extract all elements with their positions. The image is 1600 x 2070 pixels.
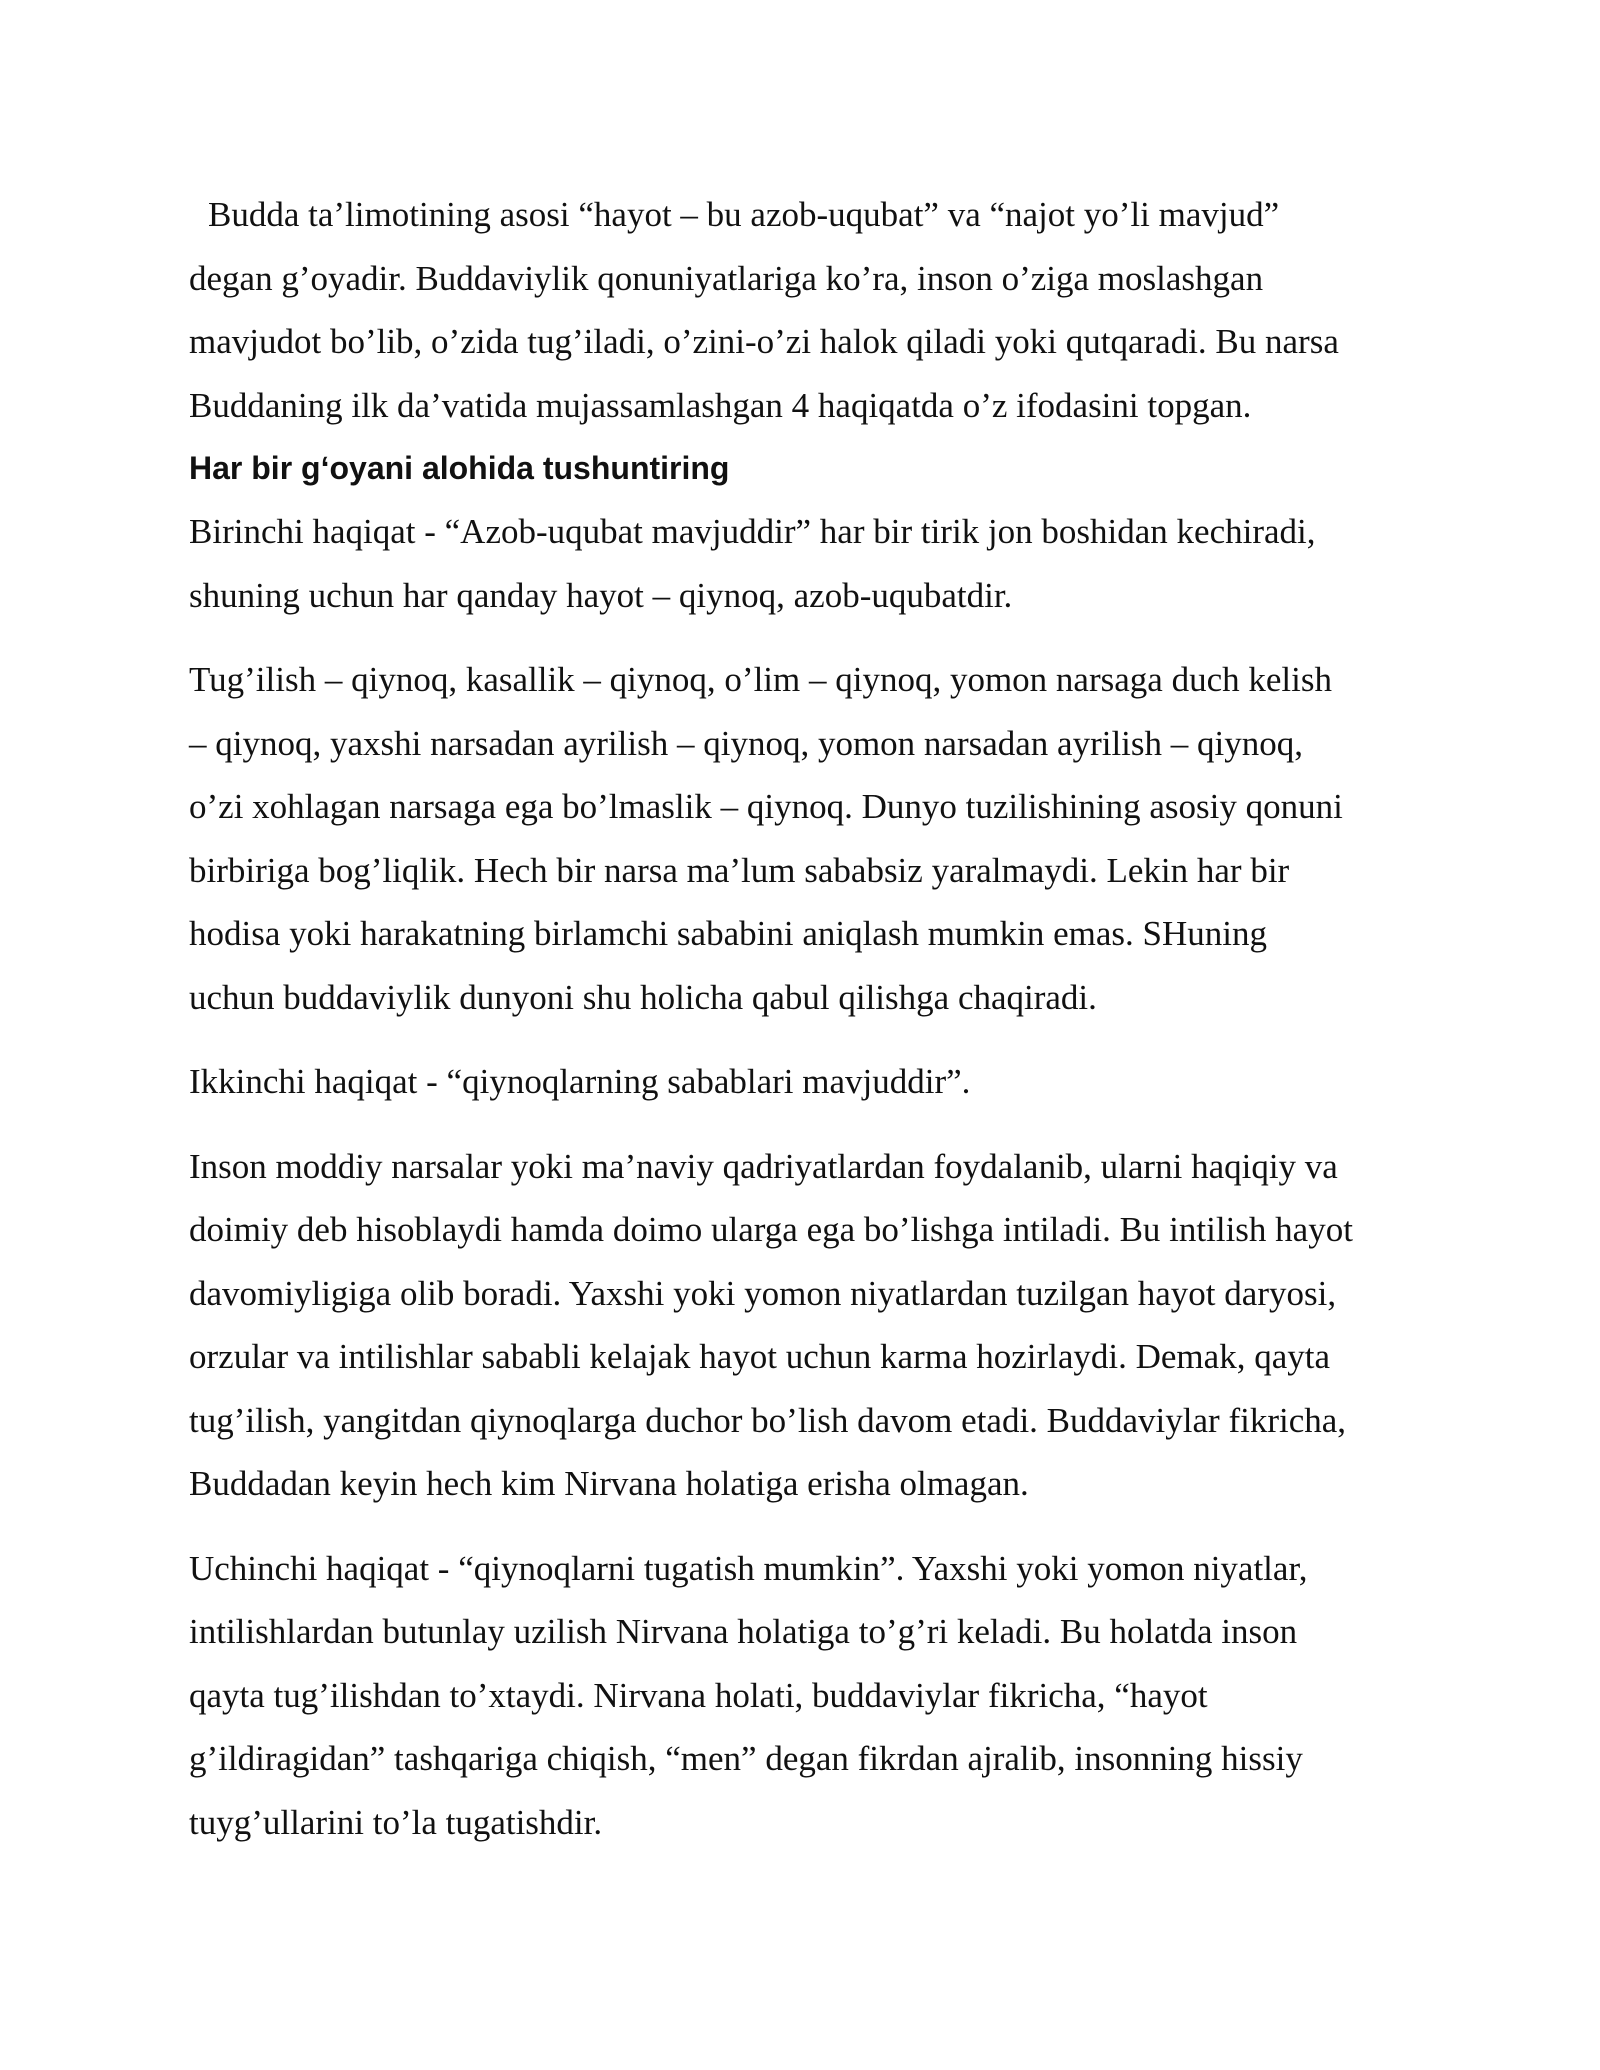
intro-paragraph: [189, 183, 1419, 437]
first-truth-detail-paragraph: [189, 648, 1419, 1029]
text-line: birbiriga bog’liqlik. Hech bir narsa ma’lum sababsiz yaralmaydi. Lekin har bir: [189, 850, 1290, 890]
text-line: intilishlardan butunlay uzilish Nirvana holatiga to’g’ri keladi. Bu holatda inson: [189, 1612, 1298, 1651]
text-line: Buddaning ilk da’vatida mujassamlashgan 4 haqiqatda o’z ifodasini topgan.: [189, 385, 1252, 425]
text-line: Inson moddiy narsalar yoki ma’naviy qadriyatlardan foydalanib, ularni haqiqiy va: [189, 1146, 1338, 1186]
text-line: Budda ta’limotining asosi “hayot – bu azob-uqubat” va “najot yo’li mavjud”: [208, 195, 1280, 234]
text-line: hodisa yoki harakatning birlamchi sababini aniqlash mumkin emas. SHuning: [189, 914, 1268, 953]
text-line: degan g’oyadir. Buddaviylik qonuniyatlariga ko’ra, inson o’ziga moslashgan: [189, 258, 1264, 298]
text-line: doimiy deb hisoblaydi hamda doimo ularga ega bo’lishga intiladi. Bu intilish hayot: [189, 1210, 1353, 1249]
third-truth-paragraph: [189, 1537, 1419, 1855]
first-truth-paragraph: [189, 500, 1419, 627]
text-line: Buddadan keyin hech kim Nirvana holatiga erisha olmagan.: [189, 1464, 1029, 1503]
section-heading: Har bir gʻoyani alohida tushuntiring: [189, 450, 730, 486]
text-line: Uchinchi haqiqat - “qiynoqlarni tugatish mumkin”. Yaxshi yoki yomon niyatlar,: [189, 1548, 1308, 1588]
text-line: tug’ilish, yangitdan qiynoqlarga duchor bo’lish davom etadi. Buddaviylar fikricha,: [189, 1400, 1347, 1440]
document-body: [189, 183, 1419, 1854]
text-line: o’zi xohlagan narsaga ega bo’lmaslik – qiynoq. Dunyo tuzilishining asosiy qonuni: [189, 787, 1343, 826]
text-line: Ikkinchi haqiqat - “qiynoqlarning sabablari mavjuddir”.: [189, 1062, 971, 1101]
text-line: – qiynoq, yaxshi narsadan ayrilish – qiynoq, yomon narsadan ayrilish – qiynoq,: [189, 723, 1304, 763]
text-line: mavjudot bo’lib, o’zida tug’iladi, o’zini-o’zi halok qiladi yoki qutqaradi. Bu narsa: [189, 322, 1339, 361]
text-line: g’ildiragidan” tashqariga chiqish, “men” degan fikrdan ajralib, insonning hissiy: [189, 1739, 1303, 1778]
text-line: uchun buddaviylik dunyoni shu holicha qabul qilishga chaqiradi.: [189, 977, 1097, 1017]
second-truth-paragraph: [189, 1050, 1419, 1114]
text-line: qayta tug’ilishdan to’xtaydi. Nirvana holati, buddaviylar fikricha, “hayot: [189, 1675, 1208, 1715]
text-line: shuning uchun har qanday hayot – qiynoq, azob-uqubatdir.: [189, 575, 1013, 615]
text-line: tuyg’ullarini to’la tugatishdir.: [189, 1802, 603, 1842]
text-line: orzular va intilishlar sababli kelajak hayot uchun karma hozirlaydi. Demak, qayta: [189, 1337, 1330, 1376]
text-line: Tug’ilish – qiynoq, kasallik – qiynoq, o’lim – qiynoq, yomon narsaga duch kelish: [189, 660, 1332, 699]
text-line: davomiyligiga olib boradi. Yaxshi yoki yomon niyatlardan tuzilgan hayot daryosi,: [189, 1273, 1337, 1313]
second-truth-detail-paragraph: [189, 1135, 1419, 1516]
text-line: Birinchi haqiqat - “Azob-uqubat mavjuddir” har bir tirik jon boshidan kechiradi,: [189, 512, 1316, 551]
